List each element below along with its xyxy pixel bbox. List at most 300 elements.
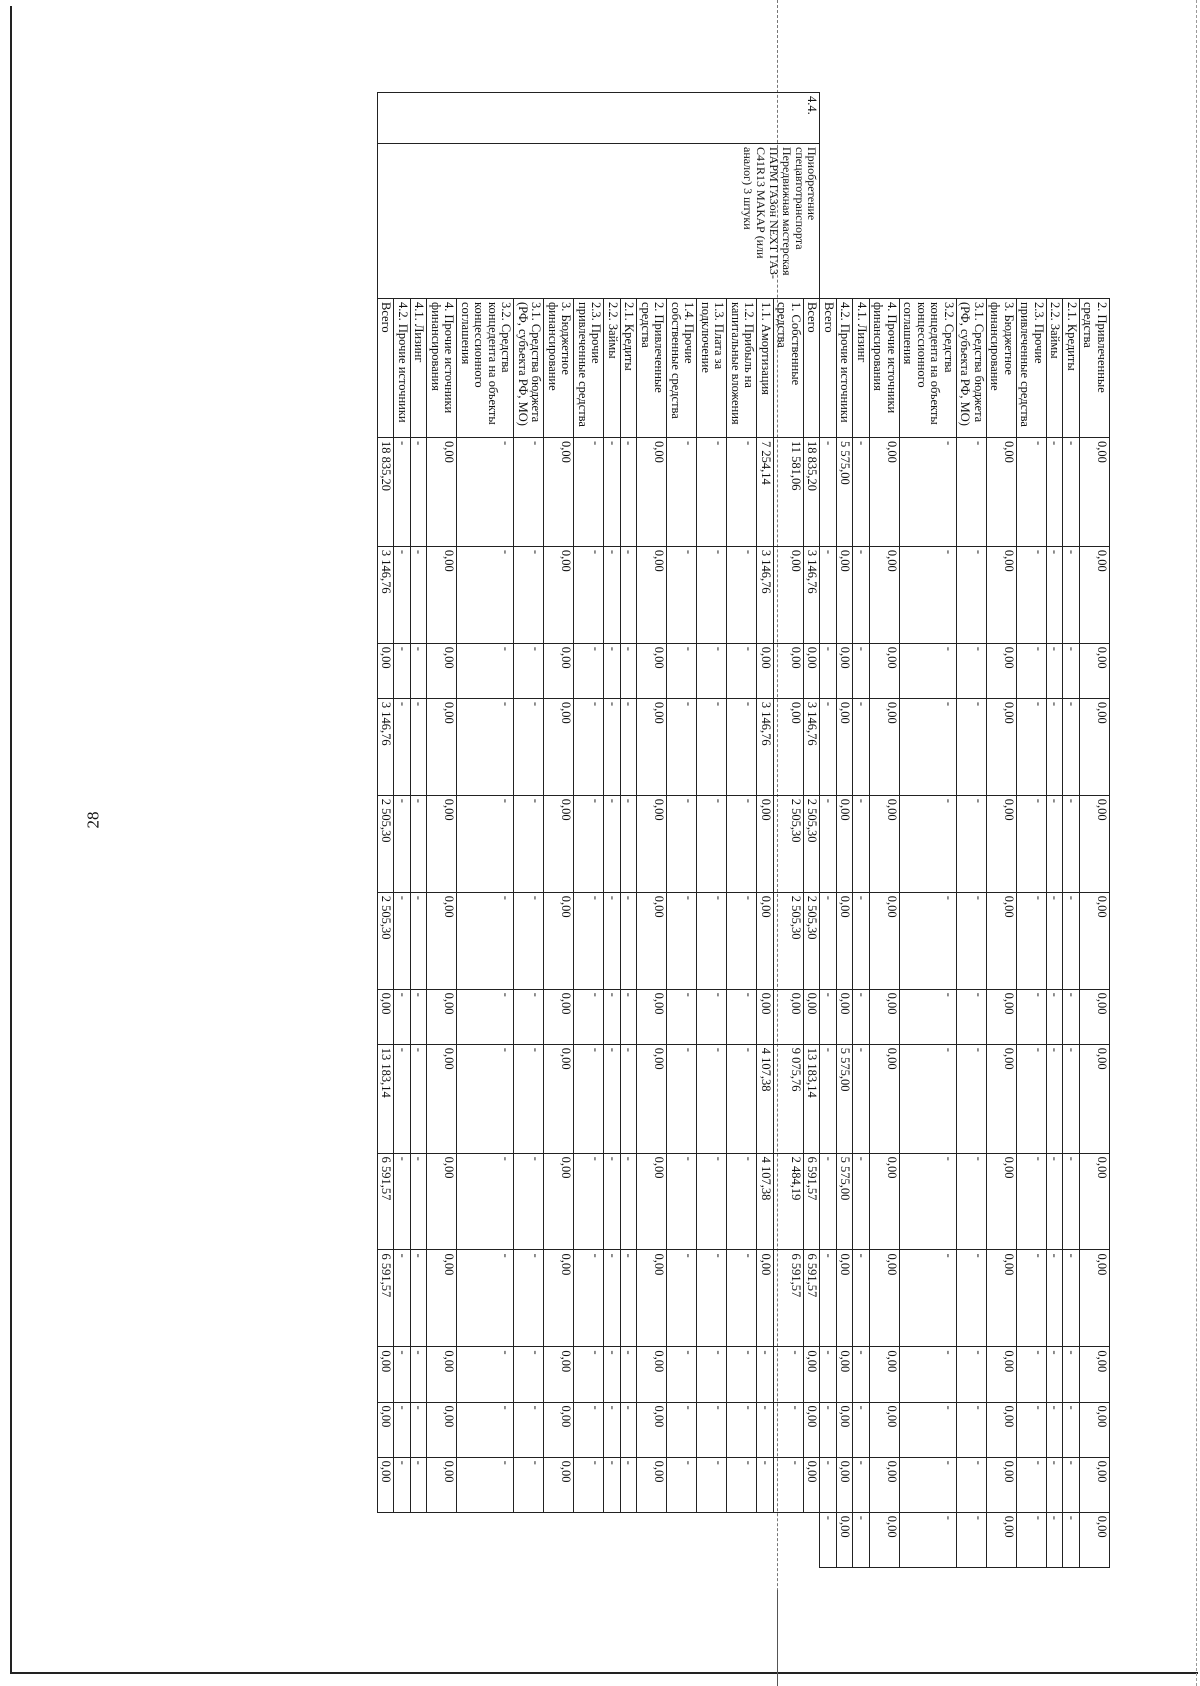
value-cell: - — [514, 1347, 544, 1402]
value-cell: 0,00 — [804, 1457, 821, 1512]
value-cell: 0,00 — [427, 438, 457, 547]
value-cell: 2 505,30 — [378, 892, 395, 989]
value-cell: - — [411, 438, 428, 547]
value-cell: - — [604, 989, 621, 1044]
value-cell: 0,00 — [987, 795, 1017, 892]
value-cell: - — [574, 438, 604, 547]
value-cell: 0,00 — [870, 989, 900, 1044]
row-label: 2.2. Займы — [1047, 299, 1064, 438]
value-cell: - — [457, 1153, 514, 1250]
value-cell: - — [900, 1044, 957, 1153]
value-cell: 0,00 — [1080, 1044, 1110, 1153]
value-cell: - — [1047, 989, 1064, 1044]
value-cell: - — [900, 438, 957, 547]
value-cell: 0,00 — [427, 1153, 457, 1250]
value-cell: - — [900, 643, 957, 698]
financing-table — [377, 92, 1110, 1568]
value-cell: 5 575,00 — [837, 438, 854, 547]
value-cell: - — [621, 698, 638, 795]
value-cell: 2 505,30 — [774, 892, 804, 989]
value-cell: - — [411, 795, 428, 892]
value-cell: - — [900, 698, 957, 795]
value-cell: - — [1017, 1457, 1047, 1512]
value-cell: - — [1063, 989, 1080, 1044]
value-cell: 2 505,30 — [378, 795, 395, 892]
value-cell: 0,00 — [544, 1402, 574, 1457]
value-cell: 0,00 — [837, 1250, 854, 1347]
value-cell: - — [1017, 643, 1047, 698]
row-label: 1.2. Прибыль на капитальные вложения — [727, 299, 757, 438]
row-label: 4. Прочие источники финансирования — [427, 299, 457, 438]
value-cell: - — [727, 1153, 757, 1250]
value-cell: - — [1017, 438, 1047, 547]
value-cell: - — [853, 643, 870, 698]
value-cell: - — [621, 1250, 638, 1347]
value-cell: - — [457, 989, 514, 1044]
value-cell: 0,00 — [1080, 698, 1110, 795]
value-cell: 0,00 — [427, 795, 457, 892]
value-cell: - — [604, 1457, 621, 1512]
value-cell: - — [604, 1044, 621, 1153]
value-cell: - — [621, 795, 638, 892]
value-cell: 0,00 — [637, 1250, 667, 1347]
value-cell: - — [853, 1512, 870, 1567]
row-number-cell — [1047, 93, 1064, 144]
value-cell: 0,00 — [804, 1347, 821, 1402]
value-cell: 4 107,38 — [757, 1044, 774, 1153]
value-cell: 0,00 — [1080, 1457, 1110, 1512]
value-cell: - — [514, 892, 544, 989]
value-cell: 0,00 — [544, 1044, 574, 1153]
value-cell: - — [1063, 1402, 1080, 1457]
value-cell: 0,00 — [987, 438, 1017, 547]
table-row — [394, 93, 411, 1568]
value-cell: - — [411, 1250, 428, 1347]
value-cell: 0,00 — [837, 1512, 854, 1567]
value-cell: - — [957, 438, 987, 547]
value-cell: - — [604, 795, 621, 892]
value-cell: 0,00 — [378, 1402, 395, 1457]
project-cell — [870, 144, 900, 299]
row-label: 2. Привлеченные средства — [637, 299, 667, 438]
value-cell: 0,00 — [637, 989, 667, 1044]
value-cell: 0,00 — [427, 1044, 457, 1153]
project-cell — [1063, 144, 1080, 299]
value-cell: - — [957, 698, 987, 795]
value-cell: 0,00 — [757, 892, 774, 989]
value-cell: - — [394, 1250, 411, 1347]
value-cell: - — [697, 1457, 727, 1512]
value-cell: - — [1063, 1250, 1080, 1347]
value-cell: - — [1017, 1347, 1047, 1402]
value-cell: - — [457, 795, 514, 892]
value-cell: - — [1017, 1402, 1047, 1457]
project-cell — [853, 144, 870, 299]
value-cell: 0,00 — [987, 1250, 1017, 1347]
value-cell: - — [957, 1250, 987, 1347]
value-cell: 0,00 — [427, 892, 457, 989]
value-cell: - — [1047, 892, 1064, 989]
value-cell: 6 591,57 — [774, 1250, 804, 1347]
value-cell: 0,00 — [637, 892, 667, 989]
row-label: 1. Собственные средства — [774, 299, 804, 438]
value-cell: - — [514, 698, 544, 795]
value-cell: - — [514, 1457, 544, 1512]
table-row — [820, 93, 837, 1568]
project-cell — [1047, 144, 1064, 299]
value-cell: 0,00 — [1080, 1250, 1110, 1347]
value-cell: 13 183,14 — [804, 1044, 821, 1153]
value-cell: - — [820, 989, 837, 1044]
value-cell: - — [820, 1044, 837, 1153]
value-cell: - — [574, 1457, 604, 1512]
value-cell: - — [514, 643, 544, 698]
value-cell: - — [1017, 546, 1047, 643]
value-cell: 0,00 — [987, 1153, 1017, 1250]
value-cell: - — [697, 1250, 727, 1347]
value-cell: - — [1047, 795, 1064, 892]
value-cell: - — [411, 643, 428, 698]
value-cell: - — [820, 698, 837, 795]
value-cell: - — [727, 989, 757, 1044]
value-cell: - — [411, 989, 428, 1044]
value-cell: - — [1047, 438, 1064, 547]
value-cell: - — [457, 438, 514, 547]
page-number: 28 — [83, 811, 103, 829]
value-cell: - — [1047, 643, 1064, 698]
value-cell: 0,00 — [544, 698, 574, 795]
value-cell: 0,00 — [804, 643, 821, 698]
value-cell: 0,00 — [544, 989, 574, 1044]
value-cell: 7 254,14 — [757, 438, 774, 547]
value-cell: - — [1017, 989, 1047, 1044]
value-cell: - — [727, 698, 757, 795]
section-number: 4.4. — [378, 93, 821, 144]
table-row — [574, 93, 604, 1568]
row-label: 3.2. Средства концедента на объекты концессионного соглашения — [457, 299, 514, 438]
value-cell: 0,00 — [804, 1402, 821, 1457]
value-cell: - — [957, 1512, 987, 1567]
value-cell: - — [727, 1457, 757, 1512]
value-cell: - — [574, 795, 604, 892]
value-cell: 2 484,19 — [774, 1153, 804, 1250]
value-cell: 0,00 — [870, 1250, 900, 1347]
value-cell: - — [820, 438, 837, 547]
value-cell: 0,00 — [1080, 989, 1110, 1044]
value-cell: 0,00 — [544, 795, 574, 892]
value-cell: 0,00 — [804, 989, 821, 1044]
value-cell: 0,00 — [637, 698, 667, 795]
value-cell: 0,00 — [427, 1402, 457, 1457]
value-cell: 0,00 — [774, 698, 804, 795]
value-cell: 0,00 — [637, 1402, 667, 1457]
value-cell: 0,00 — [837, 1457, 854, 1512]
value-cell: 0,00 — [774, 989, 804, 1044]
value-cell: - — [1047, 1347, 1064, 1402]
value-cell: 0,00 — [757, 643, 774, 698]
value-cell: - — [900, 1250, 957, 1347]
value-cell: - — [457, 1044, 514, 1153]
value-cell: 0,00 — [837, 1402, 854, 1457]
value-cell: - — [411, 1044, 428, 1153]
value-cell: 0,00 — [870, 698, 900, 795]
value-cell: - — [1063, 892, 1080, 989]
value-cell: - — [957, 1044, 987, 1153]
value-cell: - — [697, 989, 727, 1044]
value-cell: - — [667, 643, 697, 698]
value-cell: - — [604, 438, 621, 547]
table-row — [870, 93, 900, 1568]
value-cell: 0,00 — [544, 1153, 574, 1250]
value-cell: - — [1063, 1153, 1080, 1250]
value-cell: - — [957, 643, 987, 698]
value-cell: - — [394, 795, 411, 892]
value-cell: - — [667, 438, 697, 547]
value-cell: - — [853, 1347, 870, 1402]
value-cell: 0,00 — [1080, 795, 1110, 892]
value-cell: - — [667, 1044, 697, 1153]
value-cell: 0,00 — [870, 1512, 900, 1567]
project-cell — [1080, 144, 1110, 299]
value-cell: 0,00 — [427, 1347, 457, 1402]
table-row — [804, 93, 821, 1568]
value-cell: - — [697, 546, 727, 643]
value-cell: - — [1047, 1512, 1064, 1567]
value-cell: - — [457, 1402, 514, 1457]
value-cell: - — [1047, 1457, 1064, 1512]
value-cell: 0,00 — [837, 546, 854, 643]
table-row — [774, 93, 804, 1568]
value-cell: - — [621, 1457, 638, 1512]
value-cell: 0,00 — [378, 989, 395, 1044]
value-cell: 0,00 — [427, 1250, 457, 1347]
value-cell: - — [1017, 892, 1047, 989]
value-cell: - — [1063, 1044, 1080, 1153]
value-cell: - — [697, 795, 727, 892]
value-cell: - — [853, 1402, 870, 1457]
row-label: 2. Привлеченные средства — [1080, 299, 1110, 438]
value-cell: - — [394, 698, 411, 795]
value-cell: - — [667, 795, 697, 892]
value-cell: - — [853, 795, 870, 892]
row-label: 4.1. Лизинг — [853, 299, 870, 438]
table-row — [757, 93, 774, 1568]
value-cell: 0,00 — [870, 1402, 900, 1457]
value-cell: - — [900, 1457, 957, 1512]
value-cell: 0,00 — [1080, 1347, 1110, 1402]
value-cell: 0,00 — [427, 698, 457, 795]
value-cell: 0,00 — [837, 892, 854, 989]
value-cell: 0,00 — [837, 989, 854, 1044]
scan-artifact-line — [777, 1590, 778, 1686]
row-label: Всего — [820, 299, 837, 438]
value-cell: 4 107,38 — [757, 1153, 774, 1250]
value-cell: 0,00 — [837, 795, 854, 892]
value-cell: - — [1017, 1250, 1047, 1347]
value-cell: - — [394, 1402, 411, 1457]
table-row — [514, 93, 544, 1568]
value-cell: - — [621, 1044, 638, 1153]
project-cell — [837, 144, 854, 299]
row-label: 3.2. Средства концедента на объекты концессионного соглашения — [900, 299, 957, 438]
value-cell: 0,00 — [637, 438, 667, 547]
rotated-table-wrapper — [377, 92, 1110, 1568]
value-cell: - — [820, 643, 837, 698]
value-cell: - — [411, 892, 428, 989]
value-cell: 0,00 — [637, 1044, 667, 1153]
row-label: 2.1. Кредиты — [621, 299, 638, 438]
table-row — [1017, 93, 1047, 1568]
value-cell: - — [1047, 1250, 1064, 1347]
value-cell: - — [667, 1402, 697, 1457]
row-label: 4.2. Прочие источники — [394, 299, 411, 438]
row-number-cell — [957, 93, 987, 144]
row-label: 1.3. Плата за подключение — [697, 299, 727, 438]
value-cell: - — [514, 795, 544, 892]
value-cell: - — [514, 989, 544, 1044]
value-cell: - — [900, 1153, 957, 1250]
value-cell: - — [853, 1457, 870, 1512]
value-cell: - — [900, 795, 957, 892]
value-cell: - — [604, 1250, 621, 1347]
row-label: 2.1. Кредиты — [1063, 299, 1080, 438]
value-cell: - — [853, 892, 870, 989]
value-cell: 0,00 — [987, 643, 1017, 698]
value-cell: 0,00 — [427, 989, 457, 1044]
value-cell: - — [514, 1402, 544, 1457]
value-cell: 0,00 — [987, 989, 1017, 1044]
value-cell: - — [1063, 795, 1080, 892]
value-cell: - — [957, 1153, 987, 1250]
row-number-cell — [820, 93, 837, 144]
value-cell: 0,00 — [378, 1347, 395, 1402]
value-cell: - — [1017, 1153, 1047, 1250]
value-cell: - — [621, 989, 638, 1044]
value-cell: 0,00 — [637, 1347, 667, 1402]
value-cell: - — [667, 1347, 697, 1402]
value-cell: 0,00 — [1080, 1512, 1110, 1567]
value-cell: - — [604, 698, 621, 795]
value-cell: - — [1047, 698, 1064, 795]
value-cell: - — [1063, 1457, 1080, 1512]
row-label: 3.1. Средства бюджета (РФ, субъекта РФ, МО) — [514, 299, 544, 438]
table-row — [427, 93, 457, 1568]
value-cell: - — [411, 546, 428, 643]
value-cell: - — [697, 1347, 727, 1402]
value-cell: - — [667, 1153, 697, 1250]
value-cell: - — [1017, 1044, 1047, 1153]
project-cell — [1017, 144, 1047, 299]
table-row — [457, 93, 514, 1568]
value-cell: 0,00 — [544, 546, 574, 643]
value-cell: - — [621, 1402, 638, 1457]
value-cell: 0,00 — [987, 546, 1017, 643]
value-cell: - — [621, 1347, 638, 1402]
value-cell: - — [667, 1250, 697, 1347]
value-cell: 18 835,20 — [804, 438, 821, 547]
value-cell: 6 591,57 — [804, 1250, 821, 1347]
value-cell: 0,00 — [774, 546, 804, 643]
table-row — [1080, 93, 1110, 1568]
value-cell: 2 505,30 — [804, 795, 821, 892]
value-cell: - — [1047, 546, 1064, 643]
value-cell: 0,00 — [637, 546, 667, 643]
row-label: 2.3. Прочие привлеченные средства — [574, 299, 604, 438]
value-cell: - — [667, 892, 697, 989]
value-cell: - — [394, 1153, 411, 1250]
value-cell: 3 146,76 — [378, 698, 395, 795]
row-number-cell — [900, 93, 957, 144]
value-cell: - — [1017, 698, 1047, 795]
value-cell: 0,00 — [870, 892, 900, 989]
value-cell: 3 146,76 — [378, 546, 395, 643]
value-cell: 0,00 — [870, 546, 900, 643]
value-cell: - — [411, 698, 428, 795]
value-cell: - — [820, 1347, 837, 1402]
value-cell: 0,00 — [757, 795, 774, 892]
value-cell: - — [727, 1044, 757, 1153]
value-cell: 0,00 — [544, 1347, 574, 1402]
value-cell: 0,00 — [870, 643, 900, 698]
value-cell: - — [757, 1347, 774, 1402]
value-cell: - — [697, 1153, 727, 1250]
value-cell: 0,00 — [544, 438, 574, 547]
value-cell: - — [394, 1457, 411, 1512]
value-cell: - — [574, 698, 604, 795]
table-row — [853, 93, 870, 1568]
value-cell: - — [604, 892, 621, 989]
row-label: Всего — [378, 299, 395, 438]
value-cell: 0,00 — [837, 698, 854, 795]
value-cell: - — [727, 643, 757, 698]
value-cell: - — [727, 892, 757, 989]
value-cell: - — [514, 1044, 544, 1153]
value-cell: - — [820, 795, 837, 892]
value-cell: - — [727, 438, 757, 547]
row-label: 4.1. Лизинг — [411, 299, 428, 438]
value-cell: 5 575,00 — [837, 1153, 854, 1250]
row-label: 3. Бюджетное финансирование — [544, 299, 574, 438]
value-cell: 0,00 — [1080, 1402, 1110, 1457]
value-cell: - — [697, 892, 727, 989]
value-cell: - — [1063, 1512, 1080, 1567]
value-cell: - — [1063, 698, 1080, 795]
value-cell: - — [604, 546, 621, 643]
value-cell: 13 183,14 — [378, 1044, 395, 1153]
value-cell: - — [574, 1402, 604, 1457]
value-cell: - — [757, 1457, 774, 1512]
value-cell: 0,00 — [637, 1457, 667, 1512]
row-number-cell — [1017, 93, 1047, 144]
value-cell: 0,00 — [427, 1457, 457, 1512]
value-cell: - — [900, 1402, 957, 1457]
value-cell: - — [457, 892, 514, 989]
value-cell: 0,00 — [987, 892, 1017, 989]
value-cell: - — [853, 989, 870, 1044]
value-cell: - — [411, 1457, 428, 1512]
value-cell: 0,00 — [1080, 438, 1110, 547]
value-cell: - — [1017, 1512, 1047, 1567]
table-row — [1047, 93, 1064, 1568]
value-cell: - — [774, 1347, 804, 1402]
value-cell: 6 591,57 — [378, 1250, 395, 1347]
value-cell: - — [411, 1402, 428, 1457]
row-label: 3. Бюджетное финансирование — [987, 299, 1017, 438]
value-cell: - — [727, 1402, 757, 1457]
table-row — [957, 93, 987, 1568]
value-cell: - — [820, 1153, 837, 1250]
value-cell: 0,00 — [987, 698, 1017, 795]
